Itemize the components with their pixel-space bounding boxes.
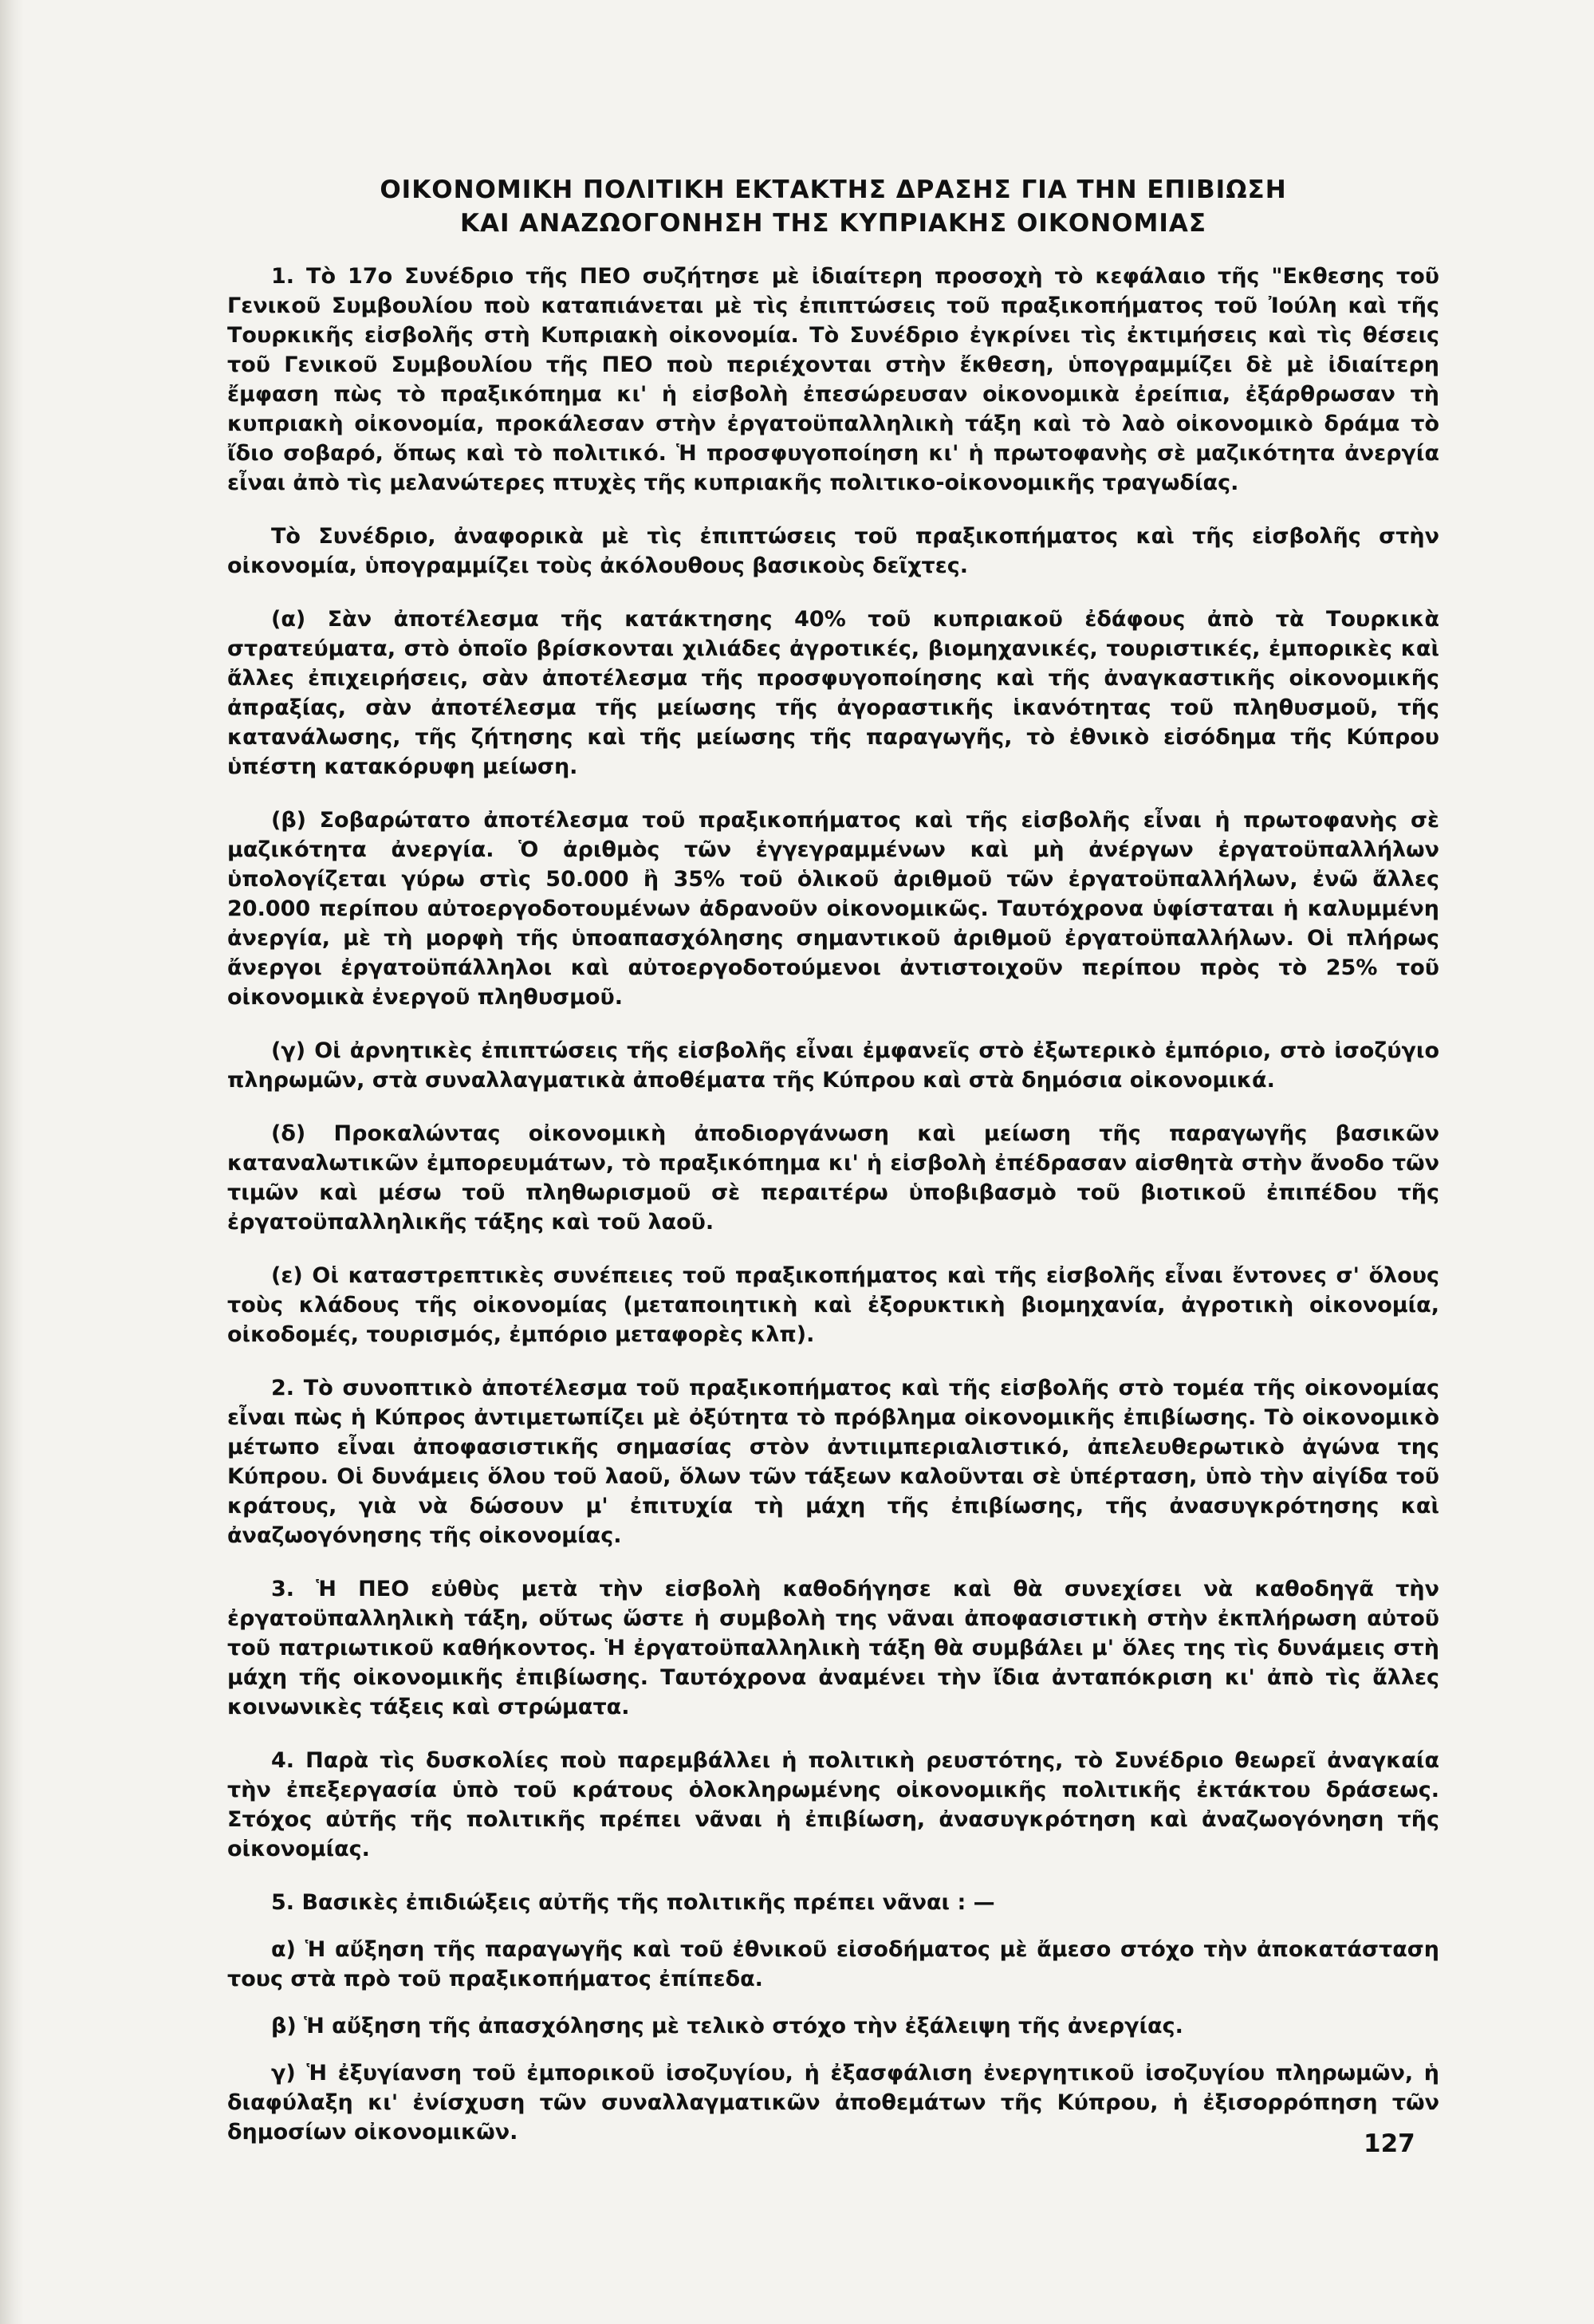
paragraph-5: 5. Βασικὲς ἐπιδιώξεις αὐτῆς τῆς πολιτικῆς πρέπει νᾶναι : — (271, 1890, 995, 1915)
goal-item-gamma: γ) Ἡ ἐξυγίανση τοῦ ἐμπορικοῦ ἰσοζυγίου, ἡ ἐξασφάλιση ἐνεργητικοῦ ἰσοζυγίου πληρωμῶν, ἡ διαφύλαξη κι' ἐνίσχυση τῶν συναλλαγματικῶν ἀποθεμάτων τῆς Κύπρου, ἡ ἐξισορρόπηση τῶν δημοσίων οἰκονομικῶν. (227, 2061, 1439, 2145)
paragraph-4: 4. Παρὰ τὶς δυσκολίες ποὺ παρεμβάλλει ἡ πολιτικὴ ρευστότης, τὸ Συνέδριο θεωρεῖ ἀναγκαία τὴν ἐπεξεργασία ὑπὸ τοῦ κράτους ὁλοκληρωμένης οἰκονομικῆς πολιτικῆς ἐκτάκτου δράσεως. Στόχος αὐτῆς τῆς πολιτικῆς πρέπει νᾶναι ἡ ἐπιβίωση, ἀνασυγκρότηση καὶ ἀναζωογόνηση τῆς οἰκονομίας. (227, 1748, 1439, 1861)
document-title (227, 174, 1439, 239)
paragraph-item-e: (ε) Οἱ καταστρεπτικὲς συνέπειες τοῦ πραξικοπήματος καὶ τῆς εἰσβολῆς εἶναι ἔντονες σ' ὅλους τοὺς κλάδους τῆς οἰκονομίας (μεταποιητικὴ καὶ ἐξορυκτικὴ βιομηχανία, ἀγροτικὴ οἰκονομία, οἰκοδομές, τουρισμός, ἐμπόριο μεταφορὲς κλπ). (227, 1263, 1439, 1347)
title-line-1: ΟΙΚΟΝΟΜΙΚΗ ΠΟΛΙΤΙΚΗ ΕΚΤΑΚΤΗΣ ΔΡΑΣΗΣ ΓΙΑ ΤΗΝ ΕΠΙΒΙΩΣΗ (380, 175, 1287, 204)
page-binding-edge (0, 0, 24, 2324)
paragraph-item-b: (β) Σοβαρώτατο ἀποτέλεσμα τοῦ πραξικοπήματος καὶ τῆς εἰσβολῆς εἶναι ἡ πρωτοφανὴς σὲ μαζικότητα ἀνεργία. Ὁ ἀριθμὸς τῶν ἐγγεγραμμένων καὶ μὴ ἀνέργων ἐργατοϋπαλλήλων ὑπολογίζεται γύρω στὶς 50.000 ἢ 35% τοῦ ὁλικοῦ ἀριθμοῦ τῶν ἐργατοϋπαλλήλων, ἐνῶ ἄλλες 20.000 περίπου αὐτοεργοδοτουμένων ἀδρανοῦν οἰκονομικῶς. Ταυτόχρονα ὑφίσταται ἡ καλυμμένη ἀνεργία, μὲ τὴ μορφὴ τῆς ὑποαπασχόλησης σημαντικοῦ ἀριθμοῦ ἐργατοϋπαλλήλων. Οἱ πλήρως ἄνεργοι ἐργατοϋπάλληλοι καὶ αὐτοεργοδοτούμενοι ἀντιστοιχοῦν περίπου πρὸς τὸ 25% τοῦ οἰκονομικὰ ἐνεργοῦ πληθυσμοῦ. (227, 808, 1439, 1010)
title-line-2: ΚΑΙ ΑΝΑΖΩΟΓΟΝΗΣΗ ΤΗΣ ΚΥΠΡΙΑΚΗΣ ΟΙΚΟΝΟΜΙΑΣ (459, 209, 1207, 238)
paragraph-3: 3. Ἡ ΠΕΟ εὐθὺς μετὰ τὴν εἰσβολὴ καθοδήγησε καὶ θὰ συνεχίσει νὰ καθοδηγᾶ τὴν ἐργατοϋπαλληλικὴ τάξη, οὕτως ὥστε ἡ συμβολὴ της νᾶναι ἀποφασιστικὴ στὴν ἐκπλήρωση αὐτοῦ τοῦ πατριωτικοῦ καθήκοντος. Ἡ ἐργατοϋπαλληλικὴ τάξη θὰ συμβάλει μ' ὅλες της τὶς δυνάμεις στὴ μάχη τῆς οἰκονομικῆς ἐπιβίωσης. Ταυτόχρονα ἀναμένει τὴν ἴδια ἀνταπόκριση κι' ἀπὸ τὶς ἄλλες κοινωνικὲς τάξεις καὶ στρώματα. (227, 1577, 1439, 1719)
paragraph-1: 1. Τὸ 17ο Συνέδριο τῆς ΠΕΟ συζήτησε μὲ ἰδιαίτερη προσοχὴ τὸ κεφάλαιο τῆς "Εκθεσης τοῦ Γενικοῦ Συμβουλίου ποὺ καταπιάνεται μὲ τὶς ἐπιπτώσεις τοῦ πραξικοπήματος τοῦ Ἰούλη καὶ τῆς Τουρκικῆς εἰσβολῆς στὴ Κυπριακὴ οἰκονομία. Τὸ Συνέδριο ἐγκρίνει τὶς ἐκτιμήσεις καὶ τὶς θέσεις τοῦ Γενικοῦ Συμβουλίου τῆς ΠΕΟ ποὺ περιέχονται στὴν ἔκθεση, ὑπογραμμίζει δὲ μὲ ἰδιαίτερη ἔμφαση πὼς τὸ πραξικόπημα κι' ἡ εἰσβολὴ ἐπεσώρευσαν οἰκονομικὰ ἐρείπια, ἐξάρθρωσαν τὴ κυπριακὴ οἰκονομία, προκάλεσαν στὴν ἐργατοϋπαλληλικὴ τάξη καὶ τὸ λαὸ οἰκονομικὸ δράμα τὸ ἴδιο σοβαρό, ὅπως καὶ τὸ πολιτικό. Ἡ προσφυγοποίηση κι' ἡ πρωτοφανὴς σὲ μαζικότητα ἀνεργία εἶναι ἀπὸ τὶς μελανώτερες πτυχὲς τῆς κυπριακῆς πολιτικο-οἰκονομικῆς τραγωδίας. (227, 264, 1439, 495)
paragraph-item-a: (α) Σὰν ἀποτέλεσμα τῆς κατάκτησης 40% τοῦ κυπριακοῦ ἐδάφους ἀπὸ τὰ Τουρκικὰ στρατεύματα, στὸ ὁποῖο βρίσκονται χιλιάδες ἀγροτικές, βιομηχανικές, τουριστικές, ἐμπορικὲς καὶ ἄλλες ἐπιχειρήσεις, σὰν ἀποτέλεσμα τῆς προσφυγοποίησης καὶ τῆς ἀναγκαστικῆς οἰκονομικῆς ἀπραξίας, σὰν ἀποτέλεσμα τῆς μείωσης τῆς ἀγοραστικῆς ἱκανότητας τοῦ πληθυσμοῦ, τῆς κατανάλωσης, τῆς ζήτησης καὶ τῆς μείωσης τῆς παραγωγῆς, τὸ ἐθνικὸ εἰσόδημα τῆς Κύπρου ὑπέστη κατακόρυφη μείωση. (227, 607, 1439, 779)
paragraph-item-d: (δ) Προκαλώντας οἰκονομικὴ ἀποδιοργάνωση καὶ μείωση τῆς παραγωγῆς βασικῶν καταναλωτικῶν ἐμπορευμάτων, τὸ πραξικόπημα κι' ἡ εἰσβολὴ ἐπέδρασαν αἰσθητὰ στὴν ἄνοδο τῶν τιμῶν καὶ μέσω τοῦ πληθωρισμοῦ σὲ περαιτέρω ὑποβιβασμὸ τοῦ βιοτικοῦ ἐπιπέδου τῆς ἐργατοϋπαλληλικῆς τάξης καὶ τοῦ λαοῦ. (227, 1121, 1439, 1235)
goal-item-beta: β) Ἡ αὔξηση τῆς ἀπασχόλησης μὲ τελικὸ στόχο τὴν ἐξάλειψη τῆς ἀνεργίας. (271, 2014, 1183, 2038)
paragraph-2: 2. Τὸ συνοπτικὸ ἀποτέλεσμα τοῦ πραξικοπήματος καὶ τῆς εἰσβολῆς στὸ τομέα τῆς οἰκονομίας εἶναι πὼς ἡ Κύπρος ἀντιμετωπίζει μὲ ὀξύτητα τὸ πρόβλημα οἰκονομικῆς ἐπιβίωσης. Τὸ οἰκονομικὸ μέτωπο εἶναι ἀποφασιστικῆς σημασίας στὸν ἀντιιμπεριαλιστικό, ἀπελευθερωτικὸ ἀγώνα της Κύπρου. Οἱ δυνάμεις ὅλου τοῦ λαοῦ, ὅλων τῶν τάξεων καλοῦνται σὲ ὑπέρταση, ὑπὸ τὴν αἰγίδα τοῦ κράτους, γιὰ νὰ δώσουν μ' ἐπιτυχία τὴ μάχη τῆς ἐπιβίωσης, τῆς ἀνασυγκρότησης καὶ ἀναζωογόνησης τῆς οἰκονομίας. (227, 1376, 1439, 1548)
goal-item-alpha: α) Ἡ αὔξηση τῆς παραγωγῆς καὶ τοῦ ἐθνικοῦ εἰσοδήματος μὲ ἄμεσο στόχο τὴν ἀποκατάσταση τους στὰ πρὸ τοῦ πραξικοπήματος ἐπίπεδα. (227, 1937, 1439, 1991)
page-number: 127 (1364, 2129, 1415, 2158)
document-body (227, 174, 1439, 2164)
paragraph-indicators-intro: Τὸ Συνέδριο, ἀναφορικὰ μὲ τὶς ἐπιπτώσεις τοῦ πραξικοπήματος καὶ τῆς εἰσβολῆς στὴν οἰκονομία, ὑπογραμμίζει τοὺς ἀκόλουθους βασικοὺς δεῖχτες. (227, 524, 1439, 578)
paragraph-item-c: (γ) Οἱ ἀρνητικὲς ἐπιπτώσεις τῆς εἰσβολῆς εἶναι ἐμφανεῖς στὸ ἐξωτερικὸ ἐμπόριο, στὸ ἰσοζύγιο πληρωμῶν, στὰ συναλλαγματικὰ ἀποθέματα τῆς Κύπρου καὶ στὰ δημόσια οἰκονομικά. (227, 1038, 1439, 1093)
